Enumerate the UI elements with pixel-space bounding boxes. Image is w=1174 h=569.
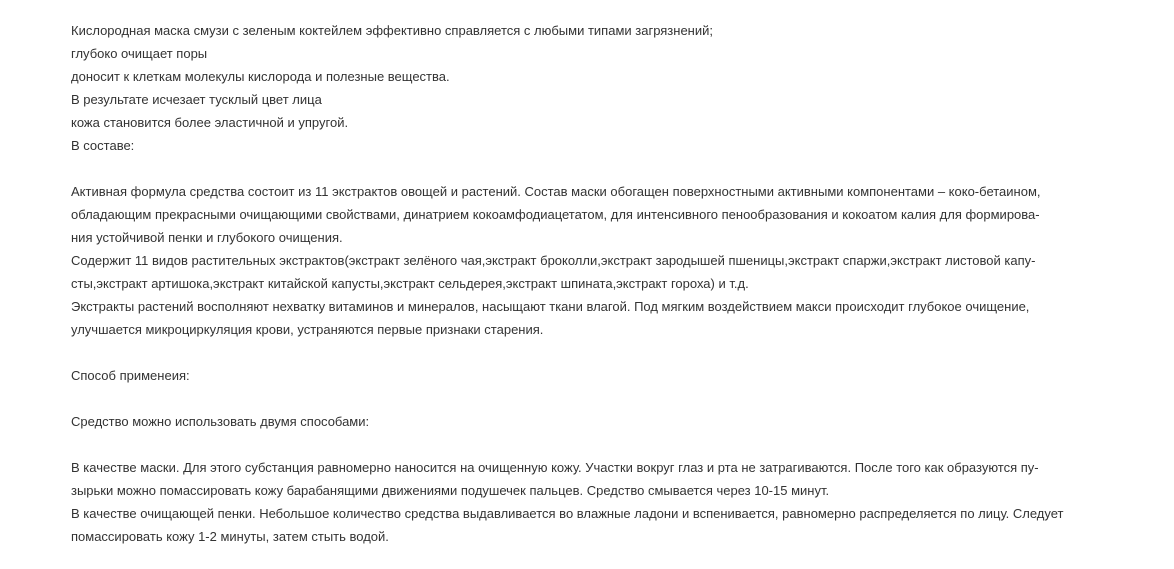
text-line: улучшается микроциркуляция крови, устраняются первые признаки старения. [71, 322, 544, 337]
text-line: В качестве маски. Для этого субстанция равномерно наносится на очищенную кожу. Участки вокруг глаз и рта не затрагиваются. После того как образуются пу- [71, 460, 1039, 475]
text-line: Кислородная маска смузи с зеленым коктейлем эффективно справляется с любыми типами загрязнений; [71, 23, 713, 38]
blank-line [71, 341, 1031, 364]
text-line: зырьки можно помассировать кожу барабанящими движениями подушечек пальцев. Средство смывается через 10-15 минут. [71, 483, 830, 498]
text-line: кожа становится более эластичной и упругой. [71, 115, 349, 130]
text-line: Активная формула средства состоит из 11 экстрактов овощей и растений. Состав маски обогащен поверхностными активными компонентами – коко-бетаином, [71, 184, 1041, 199]
product-description [71, 19, 1064, 548]
text-line: В качестве очищающей пенки. Небольшое количество средства выдавливается во влажные ладони и вспенивается, равномерно распределяется по лицу. Следует [71, 506, 1064, 521]
blank-line [71, 157, 1031, 180]
text-line: ния устойчивой пенки и глубокого очищения. [71, 230, 343, 245]
blank-line [71, 433, 1031, 456]
text-line: обладающим прекрасными очищающими свойствами, динатрием кокоамфодиацетатом, для интенсивного пенообразования и кокоатом калия для формирова- [71, 207, 1040, 222]
text-line: помассировать кожу 1-2 минуты, затем стыть водой. [71, 529, 389, 544]
section-heading-usage: Способ применеия: [71, 368, 190, 383]
text-line: Средство можно использовать двумя способами: [71, 414, 370, 429]
text-line: доносит к клеткам молекулы кислорода и полезные вещества. [71, 69, 450, 84]
text-line: сты,экстракт артишока,экстракт китайской капусты,экстракт сельдерея,экстракт шпината,экстракт гороха) и т.д. [71, 276, 749, 291]
text-line: В результате исчезает тусклый цвет лица [71, 92, 322, 107]
section-heading-composition: В составе: [71, 138, 135, 153]
text-line: Экстракты растений восполняют нехватку витаминов и минералов, насыщают ткани влагой. Под мягким воздействием макси происходит глубокое очищение, [71, 299, 1030, 314]
text-line: глубоко очищает поры [71, 46, 208, 61]
text-line: Содержит 11 видов растительных экстрактов(экстракт зелёного чая,экстракт броколли,экстракт зародышей пшеницы,экстракт спаржи,экстракт листовой капу- [71, 253, 1036, 268]
blank-line [71, 387, 1031, 410]
